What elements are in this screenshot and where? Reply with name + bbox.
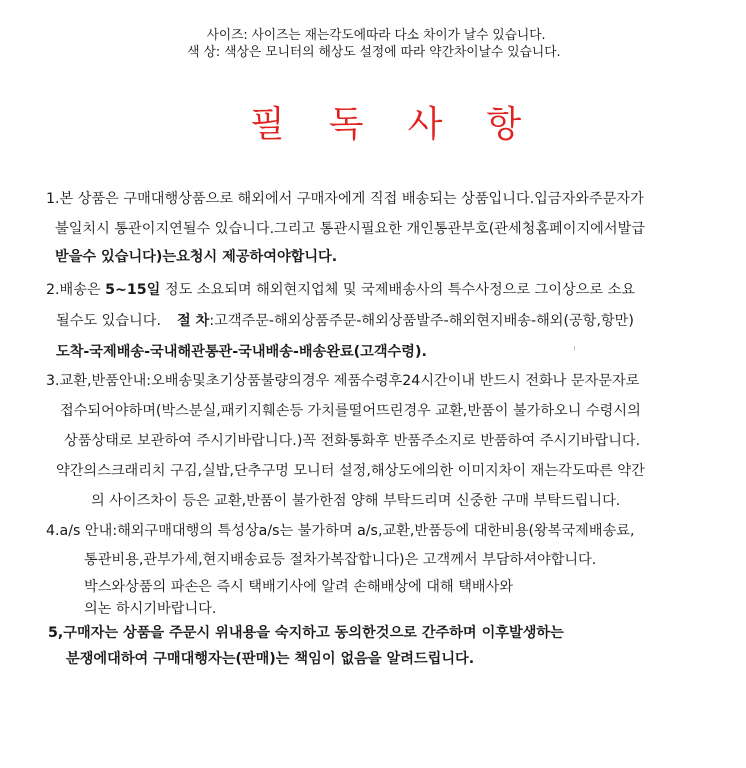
section-3-line: 3.교환,반품안내:오배송및초기상품불량의경우 제품수령후24시간이내 반드시 전화나 문자문자로 — [46, 373, 640, 389]
section-4-line: 통관비용,관부가세,현지배송료등 절차가복잡합니다)은 고객께서 부담하셔야합니다. — [84, 552, 597, 568]
title-char: 필 — [250, 104, 287, 145]
section-2-line: 도착-국제배송-국내해관통관-국내배송-배송완료(고객수령). — [56, 344, 427, 360]
section-5-line: 5,구매자는 상품을 주문시 위내용을 숙지하고 동의한것으로 간주하며 이후발생하는 — [48, 625, 564, 641]
page-title — [250, 96, 523, 147]
section-2-line — [46, 279, 635, 299]
section-4-line: 의논 하시기바랍니다. — [84, 601, 217, 617]
section-2-text: 될수도 있습니다. — [56, 313, 161, 329]
section-1-line: 받을수 있습니다)는요청시 제공하여야합니다. — [55, 249, 338, 265]
title-char: 독 — [328, 104, 366, 145]
section-1-line: 1.본 상품은 구매대행상품으로 해외에서 구매자에게 직접 배송되는 상품입니다.입금자와주문자가 — [46, 191, 644, 207]
delivery-days: 5~15일 — [105, 282, 161, 298]
section-4-line: 박스와상품의 파손은 즉시 택배기사에 알려 손해배상에 대해 택배사와 — [84, 579, 514, 595]
section-3-line: 의 사이즈차이 등은 교환,반품이 불가한점 양해 부탁드리며 신중한 구매 부탁드립니다. — [91, 493, 621, 509]
section-3-line: 약간의스크래리치 구김,실밥,단추구멍 모니터 설정,해상도에의한 이미지차이 재는각도따른 약간 — [56, 463, 645, 479]
title-char: 사 — [407, 104, 445, 145]
section-2-line — [56, 310, 634, 330]
section-4-line: 4.a/s 안내:해외구매대행의 특성상a/s는 불가하며 a/s,교환,반품등에 대한비용(왕복국제배송료, — [46, 523, 635, 539]
stray-mark — [574, 346, 575, 351]
size-notice: 사이즈: 사이즈는 재는각도에따라 다소 차이가 날수 있습니다. — [206, 28, 546, 43]
section-2-text: 정도 소요되며 해외현지업체 및 국제배송사의 특수사정으로 그이상으로 소요 — [160, 282, 636, 298]
procedure-steps: :고객주문-해외상품주문-해외상품발주-해외현지배송-해외(공항,항만) — [209, 313, 634, 329]
section-1-line: 불일치시 통관이지연될수 있습니다.그리고 통관시필요한 개인통관부호(관세청홈페이지에서발급 — [55, 221, 645, 237]
section-3-line: 상품상태로 보관하여 주시기바랍니다.)꼭 전화통화후 반품주소지로 반품하여 주시기바랍니다. — [64, 433, 641, 449]
color-notice: 색 상: 색상은 모니터의 해상도 설정에 따라 약간차이날수 있습니다. — [187, 45, 561, 60]
section-3-line: 접수되어야하며(박스분실,패키지훼손등 가치를떨어뜨린경우 교환,반품이 불가하오니 수령시의 — [60, 403, 641, 419]
title-char: 항 — [486, 104, 524, 145]
procedure-label: 절 차 — [176, 313, 210, 329]
section-2-prefix: 2.배송은 — [46, 282, 106, 298]
section-5-line: 분쟁에대하여 구매대행자는(판매)는 책임이 없음을 알려드립니다. — [66, 651, 475, 667]
